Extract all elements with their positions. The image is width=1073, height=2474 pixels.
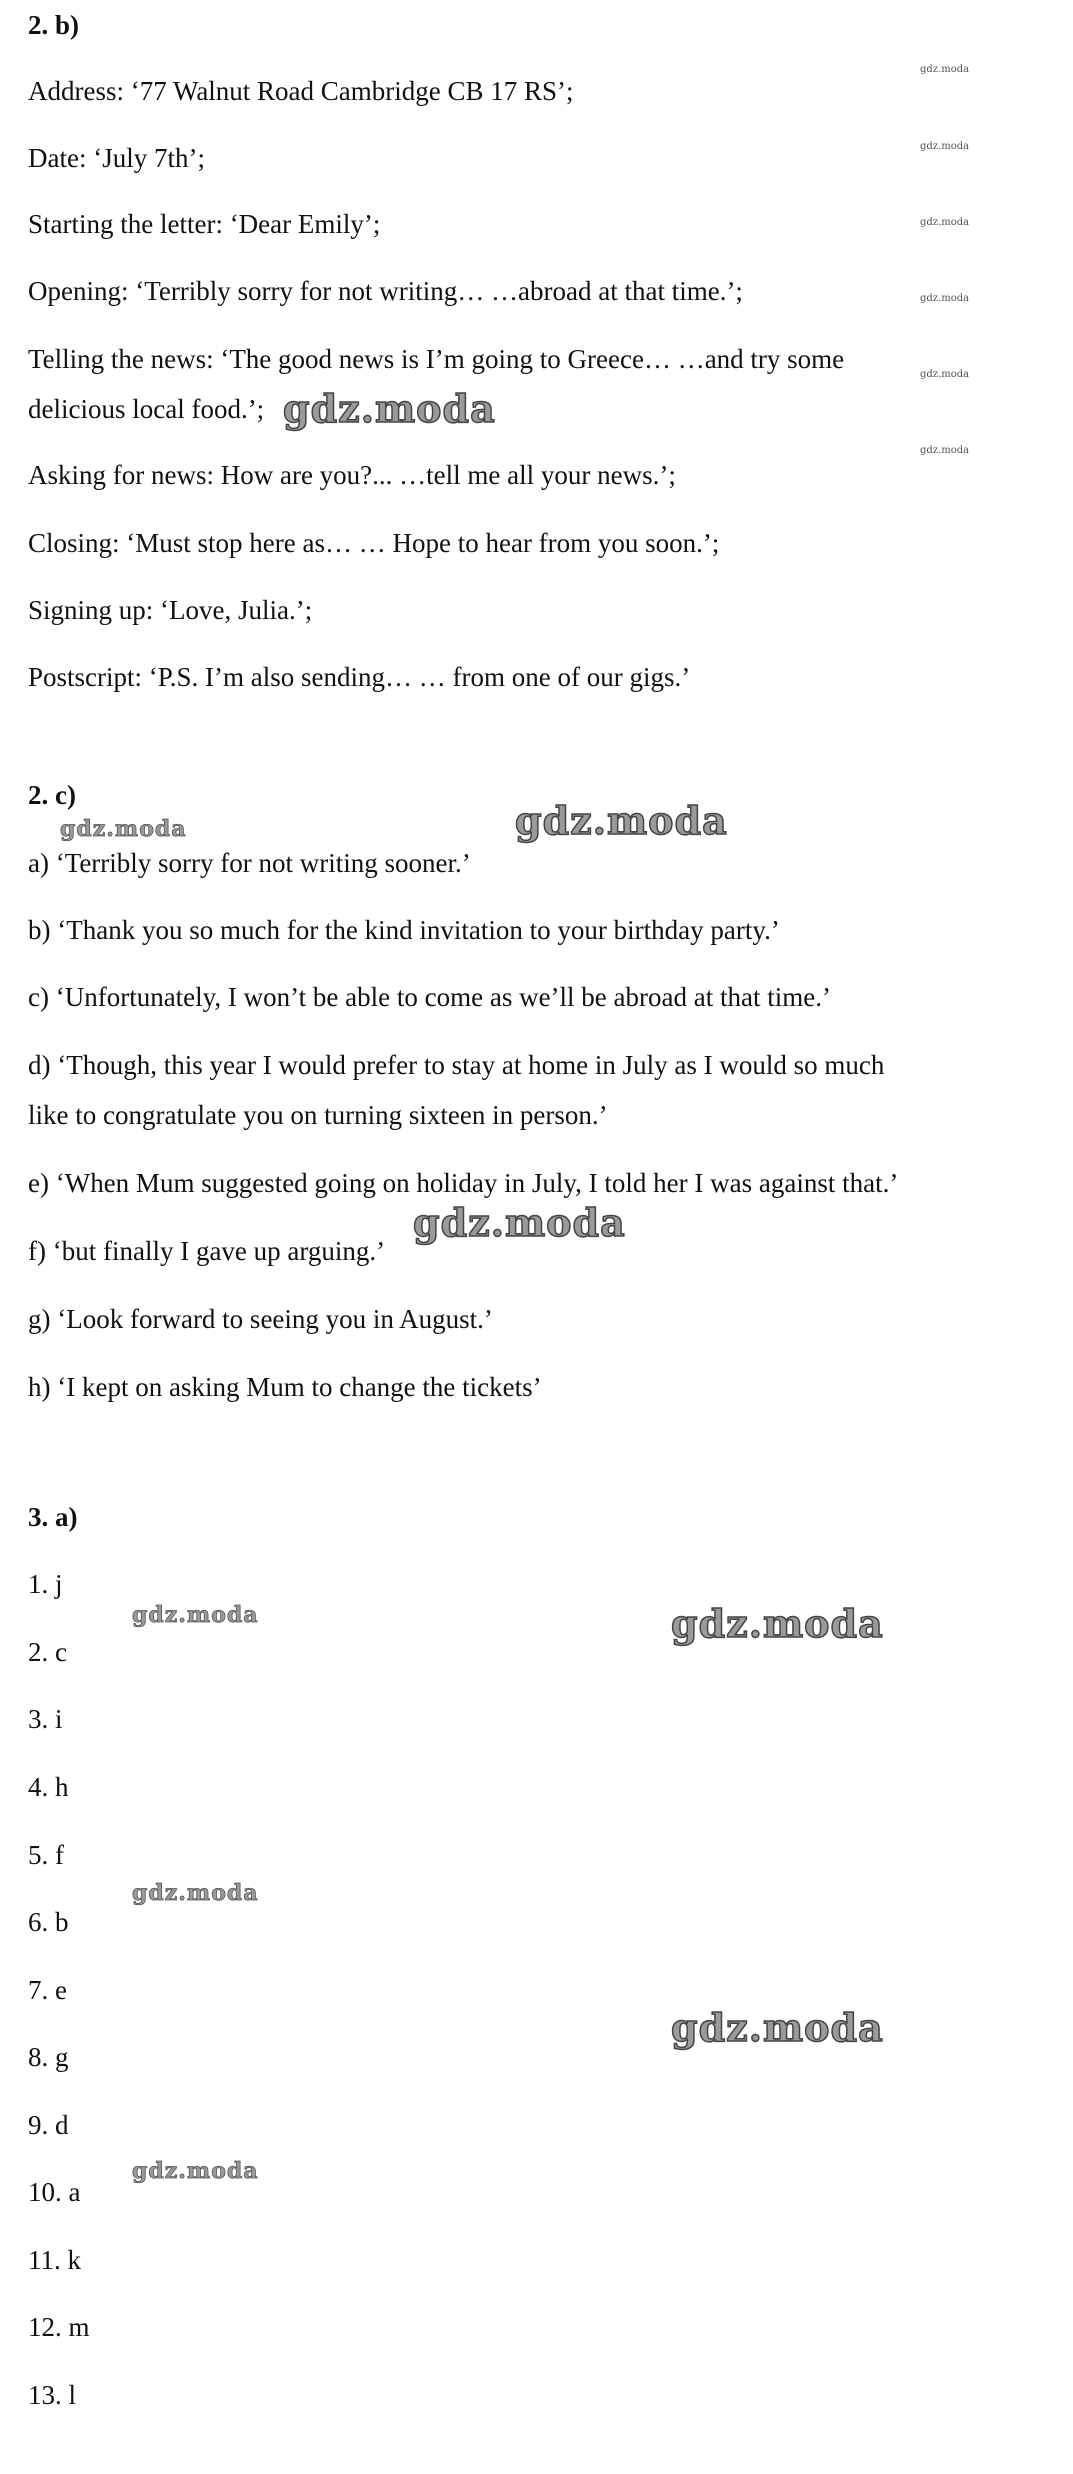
text-line: Signing up: ‘Love, Julia.’; [28,595,313,625]
answer-item: 9. d [28,2110,69,2140]
text-line: Postscript: ‘P.S. I’m also sending… … from one of our gigs.’ [28,662,691,692]
answer-item: 1. j [28,1569,63,1599]
watermark: gdz.moda [132,1880,259,1906]
text-line: Closing: ‘Must stop here as… … Hope to hear from you soon.’; [28,528,720,558]
answer-item: 6. b [28,1907,69,1937]
text-line: b) ‘Thank you so much for the kind invitation to your birthday party.’ [28,915,780,945]
text-line: like to congratulate you on turning sixteen in person.’ [28,1100,608,1130]
answer-item: 12. m [28,2312,90,2342]
watermark: gdz.moda [920,369,970,380]
answer-item: 5. f [28,1840,64,1870]
section-2b-heading: 2. b) [28,10,80,40]
watermark: gdz.moda [671,1601,884,1646]
watermark: gdz.moda [920,64,970,75]
text-line: Date: ‘July 7th’; [28,143,205,173]
watermark: gdz.moda [132,1602,259,1628]
watermark: gdz.moda [60,816,187,842]
text-line: e) ‘When Mum suggested going on holiday in July, I told her I was against that.’ [28,1168,899,1198]
section-2c-heading: 2. c) [28,780,76,810]
text-line: c) ‘Unfortunately, I won’t be able to come as we’ll be abroad at that time.’ [28,982,831,1012]
answer-item: 7. e [28,1975,67,2005]
watermark: gdz.moda [413,1200,626,1245]
watermark: gdz.moda [920,293,970,304]
watermark: gdz.moda [283,386,496,431]
answer-item: 10. a [28,2177,81,2207]
text-line: delicious local food.’; [28,394,265,424]
watermark: gdz.moda [920,445,970,456]
text-line: d) ‘Though, this year I would prefer to stay at home in July as I would so much [28,1050,885,1080]
watermark: gdz.moda [132,2158,259,2184]
answer-item: 4. h [28,1772,69,1802]
answer-item: 2. c [28,1637,67,1667]
answer-item: 13. l [28,2380,77,2410]
answer-item: 3. i [28,1704,63,1734]
watermark: gdz.moda [920,217,970,228]
text-line: f) ‘but finally I gave up arguing.’ [28,1236,386,1266]
text-line: h) ‘I kept on asking Mum to change the tickets’ [28,1372,542,1402]
watermark: gdz.moda [515,798,728,843]
text-line: Opening: ‘Terribly sorry for not writing… …abroad at that time.’; [28,276,743,306]
answer-item: 11. k [28,2245,81,2275]
watermark: gdz.moda [671,2005,884,2050]
text-line: Starting the letter: ‘Dear Emily’; [28,209,381,239]
text-line: a) ‘Terribly sorry for not writing sooner.’ [28,848,471,878]
text-line: Asking for news: How are you?... …tell me all your news.’; [28,460,676,490]
answer-item: 8. g [28,2042,69,2072]
text-line: Telling the news: ‘The good news is I’m going to Greece… …and try some [28,344,845,374]
section-3a-heading: 3. a) [28,1502,78,1532]
text-line: Address: ‘77 Walnut Road Cambridge CB 17 RS’; [28,76,574,106]
watermark: gdz.moda [920,141,970,152]
text-line: g) ‘Look forward to seeing you in August.’ [28,1304,493,1334]
